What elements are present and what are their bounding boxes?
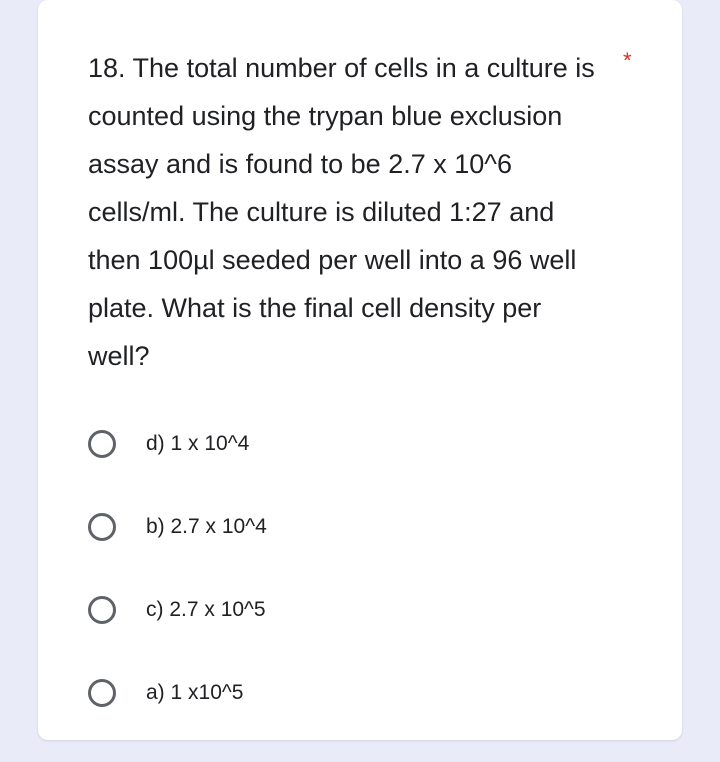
question-text: 18. The total number of cells in a culture is counted using the trypan blue exclusion assay and is found to be 2.7 x 10^6 cells/ml. The culture is diluted 1:27 and then 100µl seeded per well into a 96 well plate. What is the final cell density per well? (88, 53, 595, 371)
radio-circle-icon[interactable] (88, 430, 116, 458)
required-asterisk: * (623, 48, 632, 73)
radio-circle-icon[interactable] (88, 679, 116, 707)
option-c[interactable] (88, 596, 267, 679)
radio-circle-icon[interactable] (88, 596, 116, 624)
option-b[interactable] (88, 513, 267, 596)
option-label: b) 2.7 x 10^4 (146, 515, 267, 538)
question-card (38, 0, 682, 740)
radio-circle-icon[interactable] (88, 513, 116, 541)
option-d[interactable] (88, 430, 267, 513)
option-label: c) 2.7 x 10^5 (146, 598, 266, 621)
answer-options (88, 430, 267, 762)
option-label: d) 1 x 10^4 (146, 432, 250, 455)
option-a[interactable] (88, 679, 267, 762)
option-label: a) 1 x10^5 (146, 681, 244, 704)
